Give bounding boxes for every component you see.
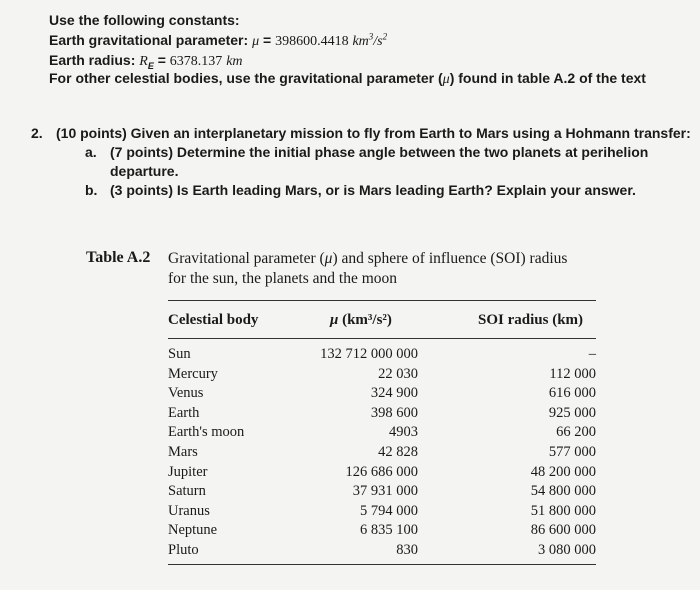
mu-cell: 5 794 000 — [360, 502, 418, 519]
mu-cell: 22 030 — [378, 365, 418, 382]
part-a-line1: (7 points) Determine the initial phase angle between the two planets at perihelion — [110, 144, 649, 160]
soi-cell: 48 200 000 — [530, 463, 596, 480]
constants-heading: Use the following constants: — [49, 12, 240, 28]
mu-cell: 132 712 000 000 — [320, 346, 418, 362]
table-row: Mars — [168, 443, 198, 460]
other-bodies-note: For other celestial bodies, use the gravitational parameter (μ) found in table A.2 of the text — [49, 70, 646, 87]
table-row: Sun — [168, 346, 191, 362]
earth-radius-value: 6378.137 — [169, 54, 223, 69]
earth-mu-label: Earth gravitational parameter: — [49, 32, 249, 48]
caption-post: ) and sphere of influence (SOI) radius — [332, 250, 568, 267]
table-row: Jupiter — [168, 463, 208, 480]
earth-mu-value: 398600.4418 — [275, 34, 349, 49]
mu-cell: 398 600 — [370, 404, 418, 421]
earth-radius-label: Earth radius: — [49, 52, 136, 68]
mu-cell: 830 — [396, 541, 418, 558]
mu-cell: 6 835 100 — [360, 522, 418, 539]
earth-radius-units: km — [226, 54, 243, 69]
soi-cell: 577 000 — [548, 443, 596, 460]
part-a-marker: a. — [85, 144, 97, 160]
soi-cell: – — [588, 346, 596, 362]
soi-cell: 925 000 — [548, 404, 596, 421]
soi-cell: 54 800 000 — [530, 483, 596, 500]
table-header-rule — [168, 338, 596, 339]
soi-cell: 616 000 — [548, 385, 596, 402]
table-row: Neptune — [168, 522, 218, 539]
soi-cell: 3 080 000 — [538, 541, 596, 558]
mu-column — [320, 345, 418, 561]
table-row: Uranus — [168, 502, 210, 519]
header-soi: SOI radius (km) — [478, 312, 584, 328]
earth-mu-units: km — [352, 34, 369, 49]
table-row: Saturn — [168, 483, 206, 500]
soi-column — [531, 345, 596, 561]
mu-cell: 37 931 000 — [352, 483, 418, 500]
table-row: Mercury — [168, 365, 218, 382]
problem-number: 2. — [31, 125, 43, 141]
soi-cell: 112 000 — [549, 365, 596, 382]
table-label: Table A.2 — [86, 249, 151, 266]
soi-cell: 66 200 — [556, 424, 596, 441]
mu-cell: 42 828 — [378, 443, 418, 460]
soi-cell: 86 600 000 — [530, 522, 596, 539]
caption-pre: Gravitational parameter ( — [168, 250, 325, 267]
part-b-marker: b. — [85, 182, 98, 198]
table-top-rule — [168, 300, 596, 301]
mu-cell: 324 900 — [370, 385, 418, 402]
body-column — [168, 345, 244, 561]
table-row: Pluto — [168, 541, 199, 558]
table-bottom-rule — [168, 564, 596, 565]
table-caption: Gravitational parameter (μ) and sphere of influence (SOI) radius for the sun, the planets and the moon — [168, 250, 568, 287]
other-note-post: ) found in table A.2 of the text — [449, 70, 646, 86]
table-row: Earth's moon — [168, 424, 245, 441]
earth-mu-line: Earth gravitational parameter: μ = 398600.4418 $km^3/s^2$ — [49, 31, 388, 49]
other-note-pre: For other celestial bodies, use the gravitational parameter ( — [49, 70, 443, 86]
header-celestial-body: Celestial body — [168, 312, 259, 328]
table-row: Earth — [168, 404, 200, 421]
table-row: Venus — [168, 385, 204, 402]
earth-radius-line: Earth radius: $R_E = 6378.137$ km — [49, 52, 243, 71]
header-mu-units: (km³/s²) — [338, 312, 392, 328]
part-a-line2: departure. — [110, 163, 179, 179]
part-b-text: (3 points) Is Earth leading Mars, or is Mars leading Earth? Explain your answer. — [110, 182, 636, 198]
header-mu: μ (km³/s²) — [330, 312, 392, 328]
mu-cell: 126 686 000 — [345, 463, 418, 480]
soi-cell: 51 800 000 — [530, 502, 596, 519]
caption-line2: for the sun, the planets and the moon — [168, 270, 398, 287]
problem-text: (10 points) Given an interplanetary mission to fly from Earth to Mars using a Hohmann transfer: — [56, 125, 691, 141]
mu-cell: 4903 — [389, 424, 418, 441]
